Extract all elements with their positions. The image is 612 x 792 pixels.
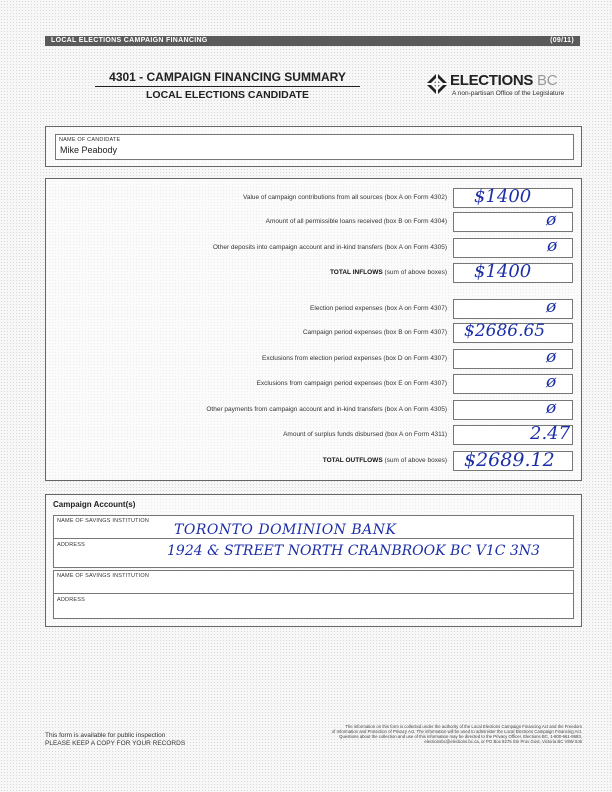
summary-row-label: Election period expenses (box A on Form 4307) <box>310 305 447 312</box>
logo-tagline: A non-partisan Office of the Legislature <box>452 90 565 97</box>
elections-bc-logo <box>425 72 585 102</box>
summary-row-value-box[interactable] <box>453 374 573 394</box>
candidate-name-field[interactable] <box>55 134 574 160</box>
savings-institution-label-1: NAME OF SAVINGS INSTITUTION <box>57 518 150 524</box>
address-field-2[interactable] <box>53 593 574 619</box>
footer-left-line-1: This form is available for public inspection <box>45 732 166 739</box>
candidate-name-label: NAME OF CANDIDATE <box>59 137 121 143</box>
address-field-1[interactable] <box>53 538 574 568</box>
summary-row-value-box[interactable] <box>453 263 573 283</box>
summary-row-value-box[interactable] <box>453 238 573 258</box>
address-label-2: ADDRESS <box>57 597 85 603</box>
header-revision: (09/11) <box>550 37 574 44</box>
summary-row-value-box[interactable] <box>453 349 573 369</box>
summary-row-value-box[interactable] <box>453 451 573 471</box>
savings-institution-label-2: NAME OF SAVINGS INSTITUTION <box>57 573 150 579</box>
summary-row-value-box[interactable] <box>453 425 573 445</box>
address-label-1: ADDRESS <box>57 542 85 548</box>
summary-row-label: Campaign period expenses (box B on Form 4307) <box>302 329 447 336</box>
summary-row-value: $1400 <box>474 186 532 207</box>
footer-right-line-1: The information on this form is collected under the authority of the Local Elections Campaign Financing Act and the Freedom <box>345 724 582 729</box>
logo-name: ELECTIONS <box>450 72 534 89</box>
summary-row-value-box[interactable] <box>453 299 573 319</box>
footer-left-line-2: PLEASE KEEP A COPY FOR YOUR RECORDS <box>45 740 186 747</box>
savings-institution-field-1[interactable] <box>53 515 574 540</box>
elections-bc-emblem-icon <box>425 72 449 96</box>
summary-row-value-box[interactable] <box>453 323 573 343</box>
summary-row-label: Other payments from campaign account and in-kind transfers (box A on Form 4305) <box>206 406 447 413</box>
title-underline <box>95 86 360 87</box>
summary-row-label-bold: TOTAL OUTFLOWS <box>322 457 383 464</box>
footer-right-line-4: electionsbc@elections.bc.ca, or PO Box 9275 Stn Prov Govt, Victoria BC V8W 9J6 <box>424 739 582 744</box>
summary-row-value: ø <box>546 398 557 418</box>
summary-row-label-rest: (sum of above boxes) <box>384 269 447 276</box>
summary-row-label-bold: TOTAL INFLOWS <box>329 269 383 276</box>
summary-row-label: Value of campaign contributions from all sources (box A on Form 4302) <box>242 194 447 201</box>
address-value-1: 1924 & STREET NORTH CRANBROOK BC V1C 3N3 <box>167 543 540 559</box>
summary-row-label: Other deposits into campaign account and in-kind transfers (box A on Form 4305) <box>212 244 447 251</box>
summary-row-value-box[interactable] <box>453 188 573 208</box>
footer-public-notice <box>45 732 185 748</box>
summary-row-value: ø <box>546 297 557 317</box>
savings-institution-value-1: TORONTO DOMINION BANK <box>174 522 397 538</box>
form-subtitle: LOCAL ELECTIONS CANDIDATE <box>146 89 309 101</box>
summary-row-value: 2.47 <box>530 423 571 444</box>
summary-row-value: ø <box>547 236 558 256</box>
summary-row-label: Exclusions from election period expenses (box D on Form 4307) <box>262 355 447 362</box>
logo-suffix: BC <box>537 72 558 89</box>
summary-row-value: $1400 <box>474 261 532 282</box>
logo-wordmark <box>450 72 557 89</box>
footer-right-line-2: of Information and Protection of Privacy Act. The information will be used to administer the Local Elections Campaign Financing Act. <box>331 729 582 734</box>
summary-row-value-box[interactable] <box>453 400 573 420</box>
footer-right-line-3: Questions about the collection and use of this information may be directed to the Privacy Officer, Elections BC, 1-800-661-8683, <box>339 734 582 739</box>
summary-row-label: Amount of all permissible loans received (box B on Form 4304) <box>265 218 447 225</box>
summary-row-value-box[interactable] <box>453 212 573 232</box>
summary-row-label <box>47 269 447 276</box>
header-left-text: LOCAL ELECTIONS CAMPAIGN FINANCING <box>51 37 208 44</box>
form-title-text: 4301 - CAMPAIGN FINANCING SUMMARY <box>109 70 346 84</box>
campaign-accounts-title: Campaign Account(s) <box>53 500 136 509</box>
form-header-bar <box>45 36 580 46</box>
summary-row-value: ø <box>546 372 557 392</box>
summary-row-value: ø <box>546 347 557 367</box>
summary-row-value: ø <box>546 210 557 230</box>
footer-privacy-notice <box>328 724 582 744</box>
summary-row-label <box>47 457 447 464</box>
candidate-name-value: Mike Peabody <box>60 145 118 155</box>
summary-row-label: Exclusions from campaign period expenses (box E on Form 4307) <box>256 380 447 387</box>
form-title <box>95 70 360 84</box>
savings-institution-field-2[interactable] <box>53 570 574 595</box>
summary-row-label-rest: (sum of above boxes) <box>384 457 447 464</box>
summary-row-value: $2689.12 <box>464 449 555 471</box>
summary-row-value: $2686.65 <box>464 321 546 341</box>
summary-row-label: Amount of surplus funds disbursed (box A on Form 4311) <box>283 431 447 438</box>
